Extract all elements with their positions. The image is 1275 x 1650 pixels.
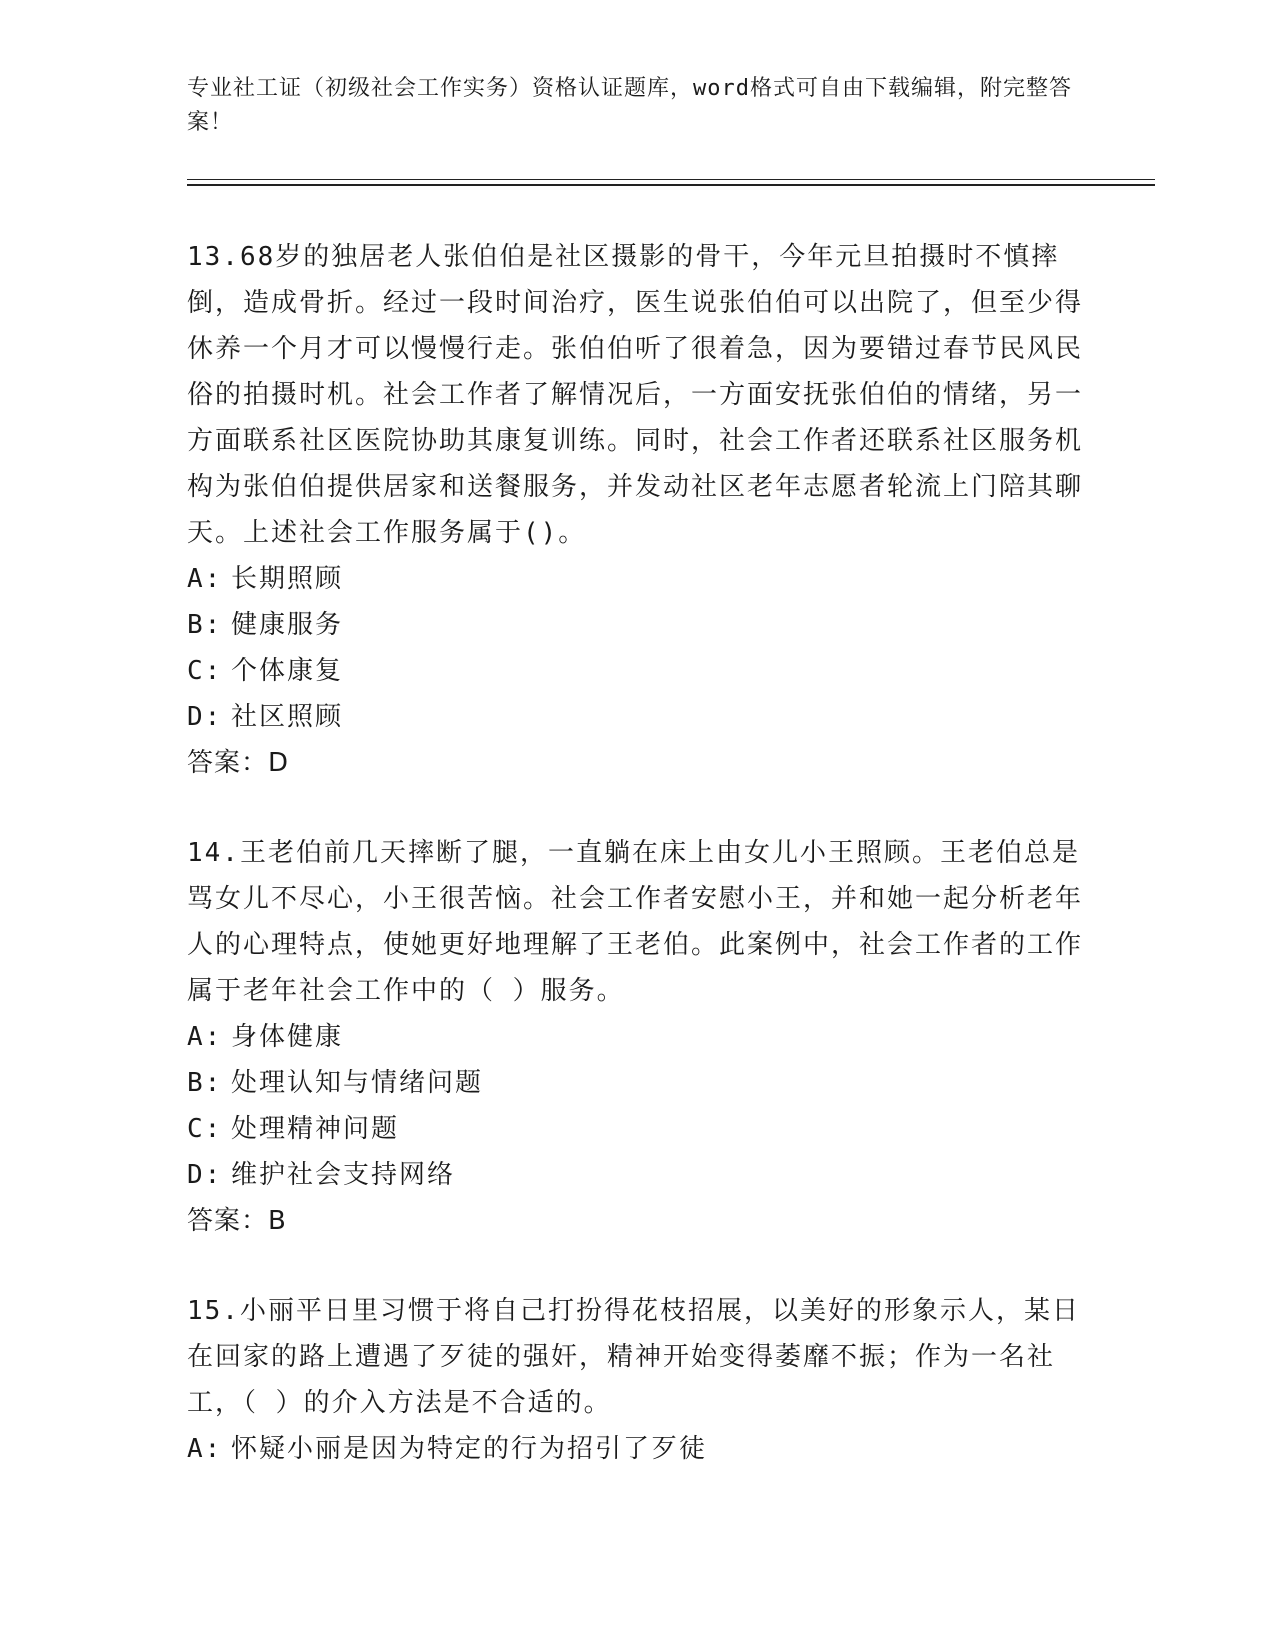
answer-line: 答案：B bbox=[187, 1206, 287, 1236]
option-text: 维护社会支持网络 bbox=[231, 1160, 456, 1190]
option-key: C: bbox=[187, 656, 223, 686]
option-key: B: bbox=[187, 610, 223, 640]
question-text: 13.68岁的独居老人张伯伯是社区摄影的骨干，今年元旦拍摄时不慎摔倒，造成骨折。经过一段时间治疗，医生说张伯伯可以出院了，但至少得休养一个月才可以慢慢行走。张伯伯听了很着急，因为要错过春节民风民俗的拍摄时机。社会工作者了解情况后，一方面安抚张伯伯的情绪，另一方面联系社区医院协助其康复训练。同时，社会工作者还联系社区服务机构为张伯伯提供居家和送餐服务，并发动社区老年志愿者轮流上门陪其聊天。上述社会工作服务属于()。 bbox=[187, 242, 1084, 548]
option-key: A: bbox=[187, 564, 223, 594]
question-15 bbox=[187, 1288, 1087, 1472]
option-key: A: bbox=[187, 1022, 223, 1052]
option-text: 处理精神问题 bbox=[231, 1114, 400, 1144]
question-text: 15.小丽平日里习惯于将自己打扮得花枝招展，以美好的形象示人，某日在回家的路上遭遇了歹徒的强奸，精神开始变得萎靡不振；作为一名社工，（ ）的介入方法是不合适的。 bbox=[187, 1296, 1080, 1418]
option-b bbox=[187, 1060, 1087, 1106]
option-text: 长期照顾 bbox=[231, 564, 344, 594]
option-text: 个体康复 bbox=[231, 656, 344, 686]
option-c bbox=[187, 648, 1087, 694]
option-text: 身体健康 bbox=[231, 1022, 344, 1052]
option-a bbox=[187, 1426, 1087, 1472]
option-a bbox=[187, 556, 1087, 602]
option-a bbox=[187, 1014, 1087, 1060]
header-divider-bottom bbox=[187, 184, 1155, 186]
header-divider-top bbox=[187, 179, 1155, 180]
option-text: 健康服务 bbox=[231, 610, 344, 640]
option-text: 社区照顾 bbox=[231, 702, 344, 732]
answer-line: 答案：D bbox=[187, 748, 290, 778]
option-c bbox=[187, 1106, 1087, 1152]
option-d bbox=[187, 694, 1087, 740]
option-b bbox=[187, 602, 1087, 648]
option-key: D: bbox=[187, 1160, 223, 1190]
question-13 bbox=[187, 234, 1087, 786]
option-text: 处理认知与情绪问题 bbox=[231, 1068, 484, 1098]
option-key: A: bbox=[187, 1434, 223, 1464]
option-key: B: bbox=[187, 1068, 223, 1098]
document-header: 专业社工证（初级社会工作实务）资格认证题库，word格式可自由下载编辑，附完整答案！ bbox=[187, 76, 1072, 135]
question-text: 14.王老伯前几天摔断了腿，一直躺在床上由女儿小王照顾。王老伯总是骂女儿不尽心，小王很苦恼。社会工作者安慰小王，并和她一起分析老年人的心理特点，使她更好地理解了王老伯。此案例中，社会工作者的工作属于老年社会工作中的（ ）服务。 bbox=[187, 838, 1084, 1006]
option-text: 怀疑小丽是因为特定的行为招引了歹徒 bbox=[231, 1434, 708, 1464]
option-key: C: bbox=[187, 1114, 223, 1144]
option-d bbox=[187, 1152, 1087, 1198]
option-key: D: bbox=[187, 702, 223, 732]
question-14 bbox=[187, 830, 1087, 1244]
